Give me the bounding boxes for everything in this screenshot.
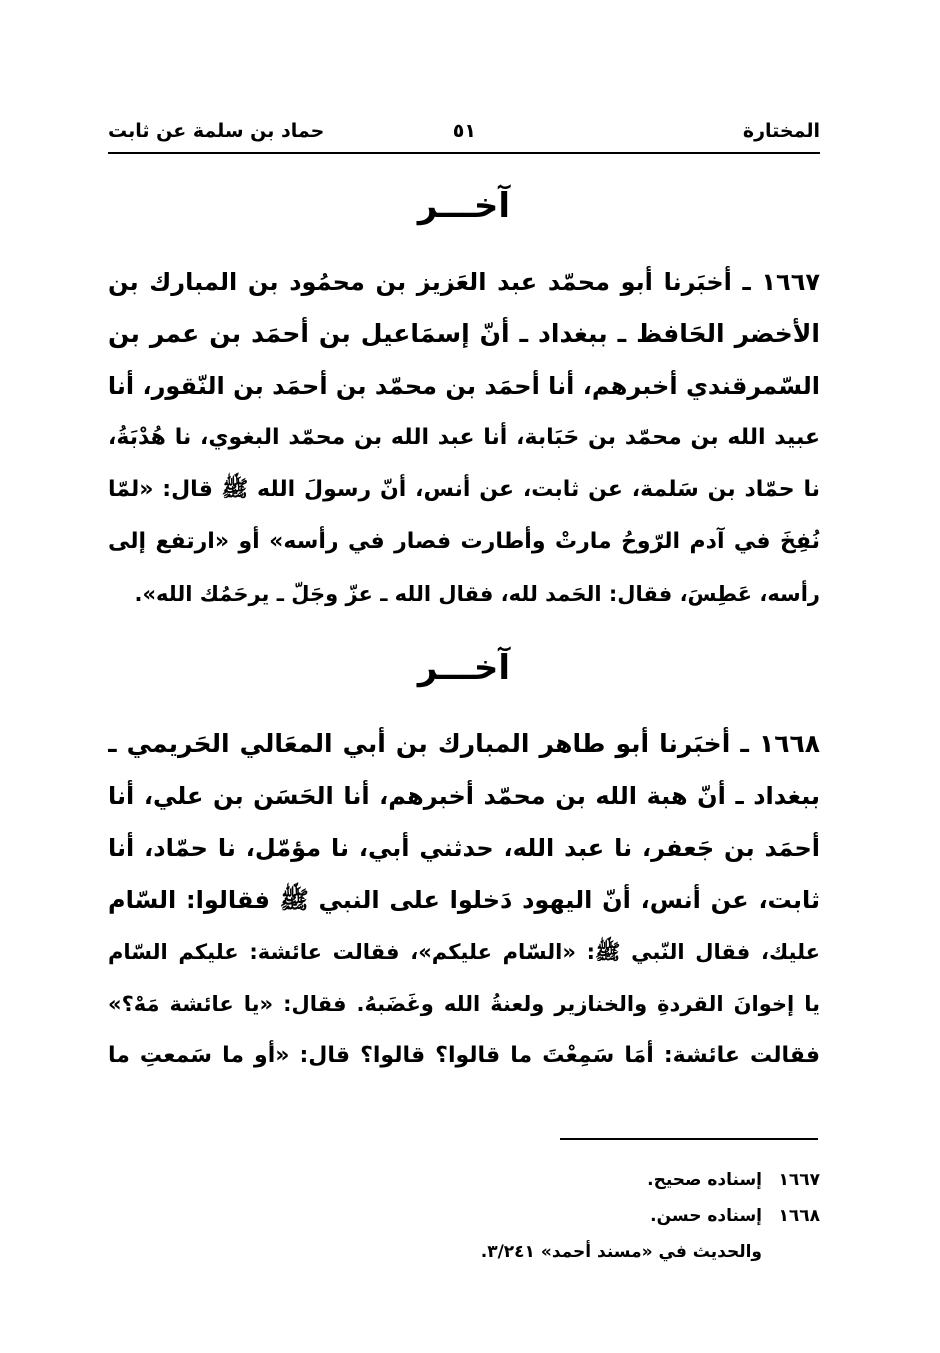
footnote-text: إسناده حسن. xyxy=(650,1206,762,1226)
text-line: الأخضر الحَافظ ـ ببغداد ـ أنّ إسمَاعيل بن أحمَد بن عمر بن xyxy=(108,319,820,348)
book-title: المختارة xyxy=(742,120,820,142)
footnote-number: ١٦٦٧ xyxy=(778,1170,820,1190)
footnote-text: إسناده صحيح. xyxy=(647,1170,762,1190)
footnote-1668 xyxy=(300,1198,820,1234)
text-line: يا إخوانَ القردةِ والخنازير ولعنةُ الله وغَضَبهُ. فقال: «يا عائشة مَهْ؟» xyxy=(108,992,820,1016)
text-line: ببغداد ـ أنّ هبة الله بن محمّد أخبرهم، أنا الحَسَن بن علي، أنا xyxy=(108,782,820,810)
text-line: ١٦٦٧ ـ أخبَرنا أبو محمّد عبد العَزيز بن محمُود بن المبارك بن xyxy=(108,268,820,296)
section-heading-2: آخـــر xyxy=(417,648,511,688)
page-number: ٥١ xyxy=(452,120,476,142)
text-line: السّمرقندي أخبرهم، أنا أحمَد بن محمّد بن أحمَد بن النّقور، أنا xyxy=(108,372,820,400)
text-line: نا حمّاد بن سَلمة، عن ثابت، عن أنس، أنّ رسولَ الله ﷺ قال: «لمّا xyxy=(108,477,820,502)
footnote-number: ١٦٦٨ xyxy=(778,1206,820,1226)
text-line: فقالت عائشة: أمَا سَمِعْتَ ما قالوا؟ قالوا؟ قال: «أو ما سَمعتِ ما xyxy=(108,1043,820,1068)
text-line: رأسه، عَطِسَ، فقال: الحَمد لله، فقال الله ـ عزّ وجَلّ ـ يرحَمُك الله». xyxy=(134,582,820,606)
text-line: عليك، فقال النّبي ﷺ: «السّام عليكم»، فقالت عائشة: عليكم السّام xyxy=(108,940,820,964)
footnote-rule xyxy=(560,1138,818,1140)
footnote-1667 xyxy=(300,1162,820,1198)
text-line: ١٦٦٨ ـ أخبَرنا أبو طاهر المبارك بن أبي المعَالي الحَريمي ـ xyxy=(108,729,820,758)
footnote-text: والحديث في «مسند أحمد» ٣/٢٤١. xyxy=(480,1242,762,1262)
text-line: أحمَد بن جَعفر، نا عبد الله، حدثني أبي، نا مؤمّل، نا حمّاد، أنا xyxy=(108,834,820,862)
text-line: ثابت، عن أنس، أنّ اليهود دَخلوا على النبي ﷺ فقالوا: السّام xyxy=(108,886,820,914)
chapter-title: حماد بن سلمة عن ثابت xyxy=(108,120,325,142)
hadith-1667 xyxy=(108,256,820,620)
header-rule xyxy=(108,152,820,154)
text-line: عبيد الله بن محمّد بن حَبَابة، أنا عبد الله بن محمّد البغوي، نا هُدْبَةُ، xyxy=(108,425,820,450)
running-header xyxy=(108,118,820,152)
section-heading-1: آخـــر xyxy=(417,186,511,226)
hadith-1668 xyxy=(108,718,820,1082)
footnote-continuation xyxy=(300,1234,820,1270)
footnotes xyxy=(300,1162,820,1270)
text-line: نُفِخَ في آدم الرّوحُ مارتْ وأطارت فصار في رأسه» أو «ارتفع إلى xyxy=(108,529,820,554)
